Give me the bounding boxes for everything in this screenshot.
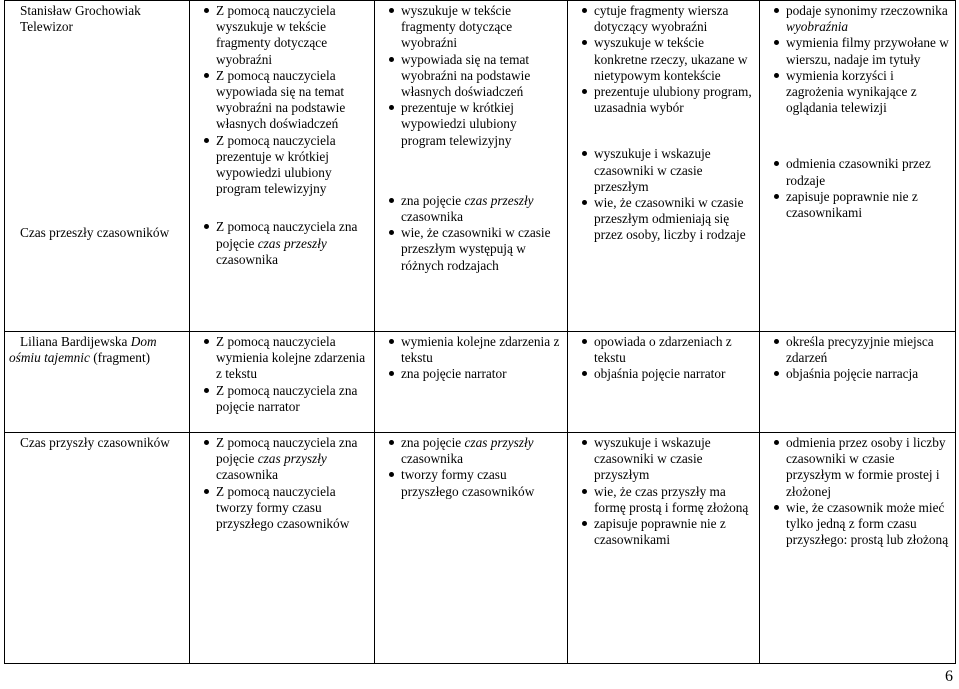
item-text: odmienia czasowniki przez rodzaje [786,156,931,188]
list-item [572,195,755,244]
cell-section [764,3,951,116]
item-text: opowiada o zdarzeniach z tekstu [594,334,732,366]
item-text: Czas przyszły czasowników [20,435,170,450]
requirement-cell [190,1,375,332]
topic-cell [5,433,190,664]
item-text: Z pomocą nauczyciela wyszukuje w tekście fragmenty dotyczące wyobraźni [216,3,336,67]
item-text: zna pojęcie [401,435,465,450]
list-item [764,68,951,117]
item-text: cytuje fragmenty wiersza dotyczący wyobraźni [594,3,729,35]
item-text: Z pomocą nauczyciela zna pojęcie [216,435,358,467]
list-item [572,3,755,35]
item-text: wymienia kolejne zdarzenia z tekstu [401,334,560,366]
list-item [194,435,370,484]
item-text: Z pomocą nauczyciela wymienia kolejne zdarzenia z tekstu [216,334,366,382]
item-text: wie, że czasowniki w czasie przeszłym odmieniają się przez osoby, liczby i rodzaje [594,195,746,243]
list-item [764,435,951,500]
topic-text [9,225,185,241]
list-item [764,366,951,382]
list-item [194,383,370,415]
cell-section [9,225,185,241]
requirement-cell [760,433,956,664]
item-term: wyobraźnia [786,19,849,35]
topic-text [9,3,185,19]
item-text: Stanisław Grochowiak [20,3,141,18]
item-text: wie, że czas przyszły ma formę prostą i formę złożoną [594,483,749,515]
item-text-after: czasownika [216,467,279,483]
topic-cell [5,332,190,433]
list-item [194,68,370,133]
list-item [194,3,370,68]
cell-section [379,334,563,383]
list-item [764,35,951,67]
requirement-cell [190,332,375,433]
cell-section [572,146,755,243]
item-text-after: czasownika [401,209,464,225]
item-text: wie, że czasowniki w czasie przeszłym występują w różnych rodzajach [401,225,551,273]
item-text: wyszukuje i wskazuje czasowniki w czasie przyszłym [594,435,711,483]
item-text: Z pomocą nauczyciela tworzy formy czasu przyszłego czasowników [216,483,350,532]
item-term: czas przeszły [464,192,534,208]
list-item [379,467,563,499]
item-text: wie, że czasownik może mieć tylko jedną z form czasu przyszłego: prostą lub złożoną [786,499,949,548]
cell-section [379,193,563,274]
requirement-cell [190,433,375,664]
item-text: zna pojęcie [401,192,465,208]
list-item [572,516,755,548]
list-item [379,334,563,366]
list-item [194,133,370,198]
curriculum-sheet [4,0,955,664]
item-text: wyszukuje w tekście fragmenty dotyczące wyobraźni [401,3,513,51]
list-item [572,334,755,366]
cell-section [572,435,755,548]
list-item [572,84,755,116]
list-item [572,35,755,84]
topic-text [9,19,185,35]
list-item [379,52,563,101]
item-text: Z pomocą nauczyciela prezentuje w krótkiej wypowiedzi ulubiony program telewizyjny [216,132,336,197]
item-text: prezentuje w krótkiej wypowiedzi ulubiony program telewizyjny [401,100,517,148]
cell-section [9,3,185,35]
requirements-table [4,0,956,664]
list-item [379,100,563,149]
cell-section [764,435,951,548]
cell-section [572,3,755,116]
item-text: podaje synonimy rzeczownika [786,3,948,18]
item-text: wyszukuje w tekście konkretne rzeczy, ukazane w nietypowym kontekście [594,35,748,83]
cell-section [764,156,951,221]
item-text: objaśnia pojęcie narracja [786,366,919,382]
table-row [5,332,956,433]
requirement-cell [375,1,568,332]
requirement-cell [760,332,956,433]
item-text-after: czasownika [216,251,279,267]
list-item [572,146,755,195]
item-text: wymienia korzyści i zagrożenia wynikające z oglądania telewizji [786,67,917,116]
list-item [194,219,370,268]
cell-section [572,334,755,383]
item-text: Z pomocą nauczyciela wypowiada się na temat wyobraźni na podstawie własnych doświadczeń [216,67,346,132]
item-term: czas przyszły [464,435,534,450]
cell-section [764,334,951,383]
requirement-cell [375,433,568,664]
cell-section [194,334,370,415]
item-text: prezentuje ulubiony program, uzasadnia wybór [594,84,752,116]
topic-cell [5,1,190,332]
item-text-after: (fragment) [89,350,151,366]
topic-text [9,334,185,366]
list-item [764,334,951,366]
list-item [764,3,951,35]
requirement-cell [568,1,760,332]
item-text: Liliana Bardijewska [20,334,131,349]
item-text: zapisuje poprawnie nie z czasownikami [786,188,918,221]
cell-section [194,219,370,268]
requirement-cell [568,433,760,664]
item-text: wypowiada się na temat wyobraźni na podstawie własnych doświadczeń [401,51,531,100]
list-item [379,193,563,225]
list-item [379,435,563,467]
list-item [572,435,755,484]
list-item [764,500,951,549]
cell-section [194,3,370,197]
list-item [194,334,370,383]
item-text: zapisuje poprawnie nie z czasownikami [594,516,726,548]
item-text: wyszukuje i wskazuje czasowniki w czasie przeszłym [594,146,711,194]
item-text: Z pomocą nauczyciela zna pojęcie [216,219,358,251]
item-text: odmienia przez osoby i liczby czasowniki w czasie przyszłym w formie prostej i złożonej [786,435,946,499]
item-text: objaśnia pojęcie narrator [594,366,726,382]
item-text: wymienia filmy przywołane w wierszu, nadaje im tytuły [786,35,949,67]
list-item [379,366,563,382]
requirement-cell [568,332,760,433]
item-text: Z pomocą nauczyciela zna pojęcie narrator [216,382,358,414]
item-text: określa precyzyjnie miejsca zdarzeń [786,334,934,366]
table-row [5,433,956,664]
item-text-after: czasownika [401,451,464,467]
list-item [572,484,755,516]
cell-section [379,3,563,149]
item-term: czas przeszły [257,235,327,251]
requirement-cell [375,332,568,433]
requirements-table-body [5,1,956,664]
list-item [764,189,951,221]
list-item [572,366,755,382]
list-item [379,3,563,52]
page-number: 6 [945,668,953,685]
item-text: zna pojęcie narrator [401,366,507,382]
list-item [194,484,370,533]
cell-section [9,435,185,451]
list-item [379,225,563,274]
topic-text [9,435,185,451]
cell-section [9,334,185,366]
item-term: czas przyszły [257,451,327,467]
item-text: Telewizor [20,19,73,35]
cell-section [194,435,370,532]
list-item [764,156,951,188]
requirement-cell [760,1,956,332]
work-title: Dom ośmiu tajemnic [9,334,157,366]
cell-section [379,435,563,500]
item-text: Czas przeszły czasowników [20,225,170,241]
item-text: tworzy formy czasu przyszłego czasowników [401,467,535,499]
table-row [5,1,956,332]
